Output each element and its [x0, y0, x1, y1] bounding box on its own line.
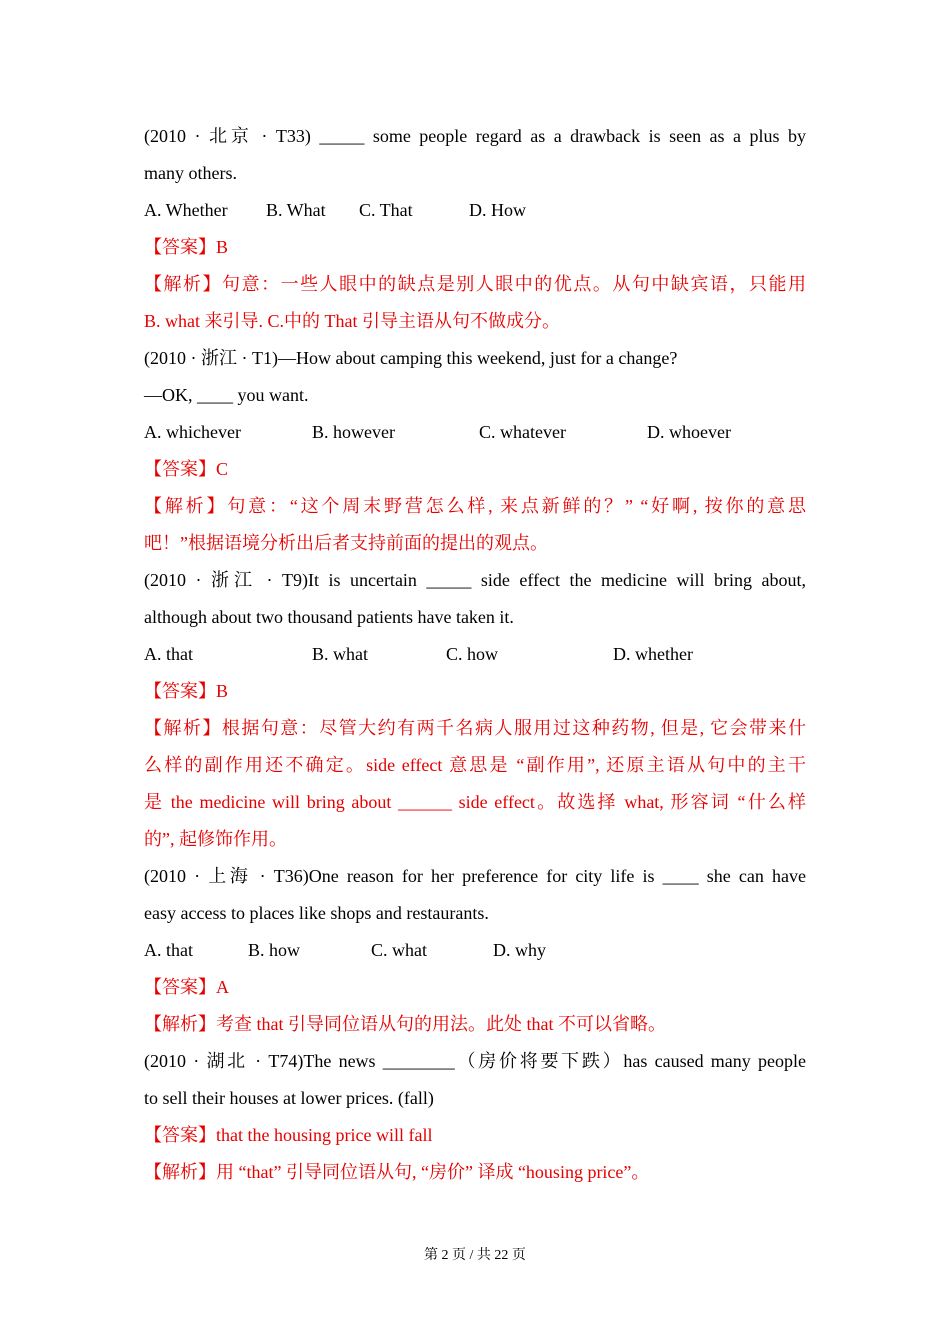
question-line: to sell their houses at lower prices. (fall) [144, 1088, 434, 1108]
option: B. What [266, 200, 326, 220]
question-line: (2010 · 湖北 · T74)The news ________（房价将要下跌）has caused many people [144, 1051, 806, 1071]
answer-line: 【答案】C [144, 459, 229, 479]
option: B. what [312, 644, 368, 664]
option: A. that [144, 940, 193, 960]
options-row [144, 932, 806, 969]
question-line: (2010 · 上海 · T36)One reason for her preference for city life is ____ she can have [144, 866, 806, 886]
option: A. Whether [144, 200, 228, 220]
answer-line: 【答案】A [144, 977, 229, 997]
question-line: (2010 · 浙江 · T1)—How about camping this weekend, just for a change? [144, 348, 678, 368]
question-line: (2010 · 浙江 · T9)It is uncertain _____ side effect the medicine will bring about, [144, 570, 806, 590]
options-row [144, 414, 806, 451]
question-line: —OK, ____ you want. [144, 385, 309, 405]
option: B. how [248, 940, 301, 960]
analysis-line: 【解析】用 “that” 引导同位语从句, “房价” 译成 “housing price”。 [144, 1162, 650, 1182]
analysis-line: 【解析】根据句意：尽管大约有两千名病人服用过这种药物, 但是, 它会带来什 [144, 718, 806, 738]
analysis-line: 是 the medicine will bring about ______ side effect。故选择 what, 形容词 “什么样 [144, 792, 806, 812]
analysis-line: B. what 来引导. C.中的 That 引导主语从句不做成分。 [144, 311, 560, 331]
option: B. however [312, 422, 395, 442]
answer-line: 【答案】B [144, 681, 229, 701]
option: A. that [144, 644, 193, 664]
option: D. whether [613, 644, 693, 664]
document-page [144, 118, 806, 1191]
question-line: many others. [144, 163, 237, 183]
options-row [144, 636, 806, 673]
analysis-line: 么样的副作用还不确定。side effect 意思是 “副作用”, 还原主语从句中的主干 [144, 755, 806, 775]
analysis-line: 的”, 起修饰作用。 [144, 829, 287, 849]
question-line: (2010 · 北京 · T33) _____ some people regard as a drawback is seen as a plus by [144, 126, 806, 146]
option: C. what [371, 940, 427, 960]
analysis-line: 【解析】句意：“这个周末野营怎么样, 来点新鲜的？” “好啊, 按你的意思 [144, 496, 806, 516]
page-footer: 第 2 页 / 共 22 页 [424, 1248, 526, 1263]
analysis-line: 【解析】句意：一些人眼中的缺点是别人眼中的优点。从句中缺宾语，只能用 [144, 274, 806, 294]
answer-line: 【答案】that the housing price will fall [144, 1125, 433, 1145]
option: C. whatever [479, 422, 566, 442]
option: D. How [469, 200, 526, 220]
option: D. whoever [647, 422, 731, 442]
analysis-line: 吧！”根据语境分析出后者支持前面的提出的观点。 [144, 533, 548, 553]
question-line: easy access to places like shops and restaurants. [144, 903, 489, 923]
question-line: although about two thousand patients have taken it. [144, 607, 514, 627]
options-row [144, 192, 806, 229]
option: D. why [493, 940, 546, 960]
option: C. how [446, 644, 499, 664]
analysis-line: 【解析】考查 that 引导同位语从句的用法。此处 that 不可以省略。 [144, 1014, 666, 1034]
answer-line: 【答案】B [144, 237, 229, 257]
option: A. whichever [144, 422, 241, 442]
option: C. That [359, 200, 413, 220]
